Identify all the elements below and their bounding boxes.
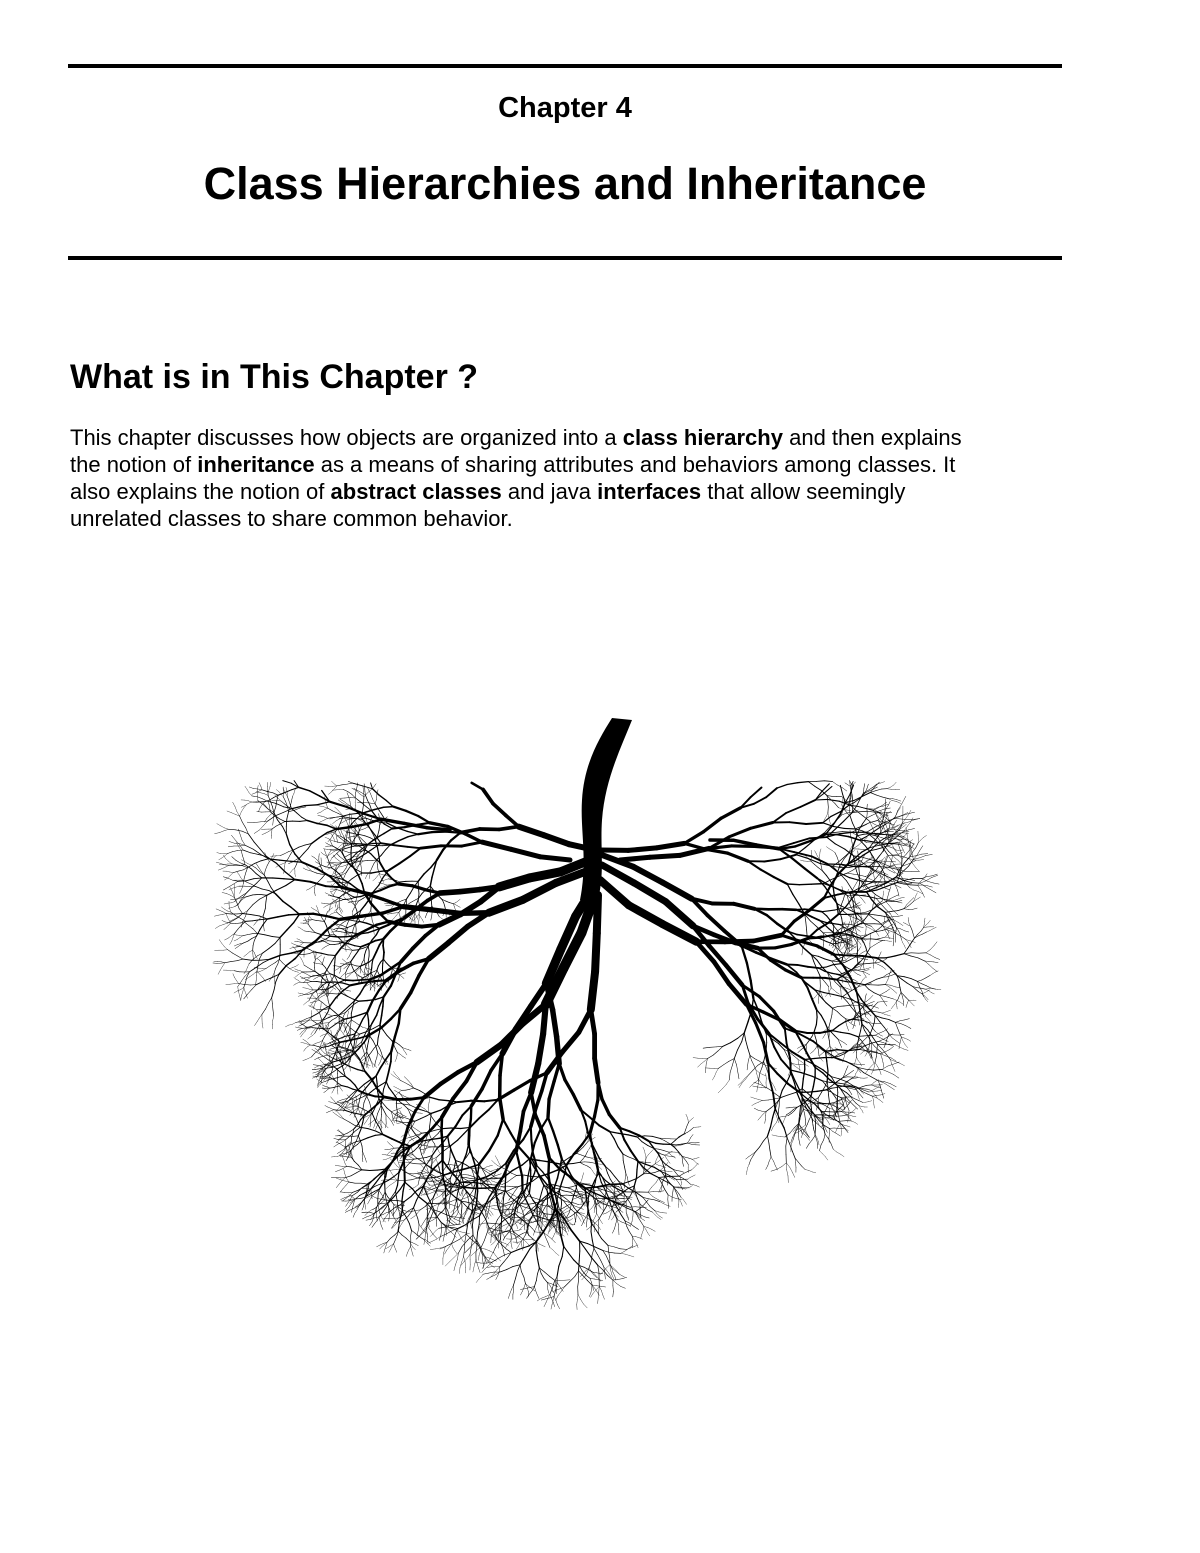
paragraph-text: and java (501, 479, 598, 504)
paragraph-text: as a means of sharing attributes and behaviors among classes. It (314, 452, 956, 477)
chapter-title: Class Hierarchies and Inheritance (203, 158, 927, 209)
top-rule (68, 64, 1062, 68)
key-term: abstract classes (330, 479, 502, 504)
paragraph-text: unrelated classes to share common behavior. (70, 506, 513, 531)
bottom-rule (68, 256, 1062, 260)
root-branches (213, 780, 941, 1309)
paragraph-line (70, 451, 1070, 478)
paragraph-text: the notion of (70, 452, 198, 477)
key-term: interfaces (597, 479, 702, 504)
root-trunk (580, 718, 632, 900)
section-heading: What is in This Chapter ? (70, 358, 479, 396)
tree-roots-drawing (150, 710, 980, 1320)
paragraph-text: that allow seemingly (701, 479, 906, 504)
paragraph-line (70, 424, 1070, 451)
key-term: class hierarchy (622, 425, 783, 450)
paragraph-text: also explains the notion of (70, 479, 331, 504)
tree-roots-illustration-icon (150, 710, 980, 1320)
paragraph-line (70, 505, 1070, 532)
paragraph-text: and then explains (782, 425, 962, 450)
intro-paragraph (70, 424, 1070, 532)
key-term: inheritance (197, 452, 315, 477)
chapter-label: Chapter 4 (498, 92, 632, 124)
paragraph-text: This chapter discusses how objects are organized into a (70, 425, 623, 450)
paragraph-line (70, 478, 1070, 505)
